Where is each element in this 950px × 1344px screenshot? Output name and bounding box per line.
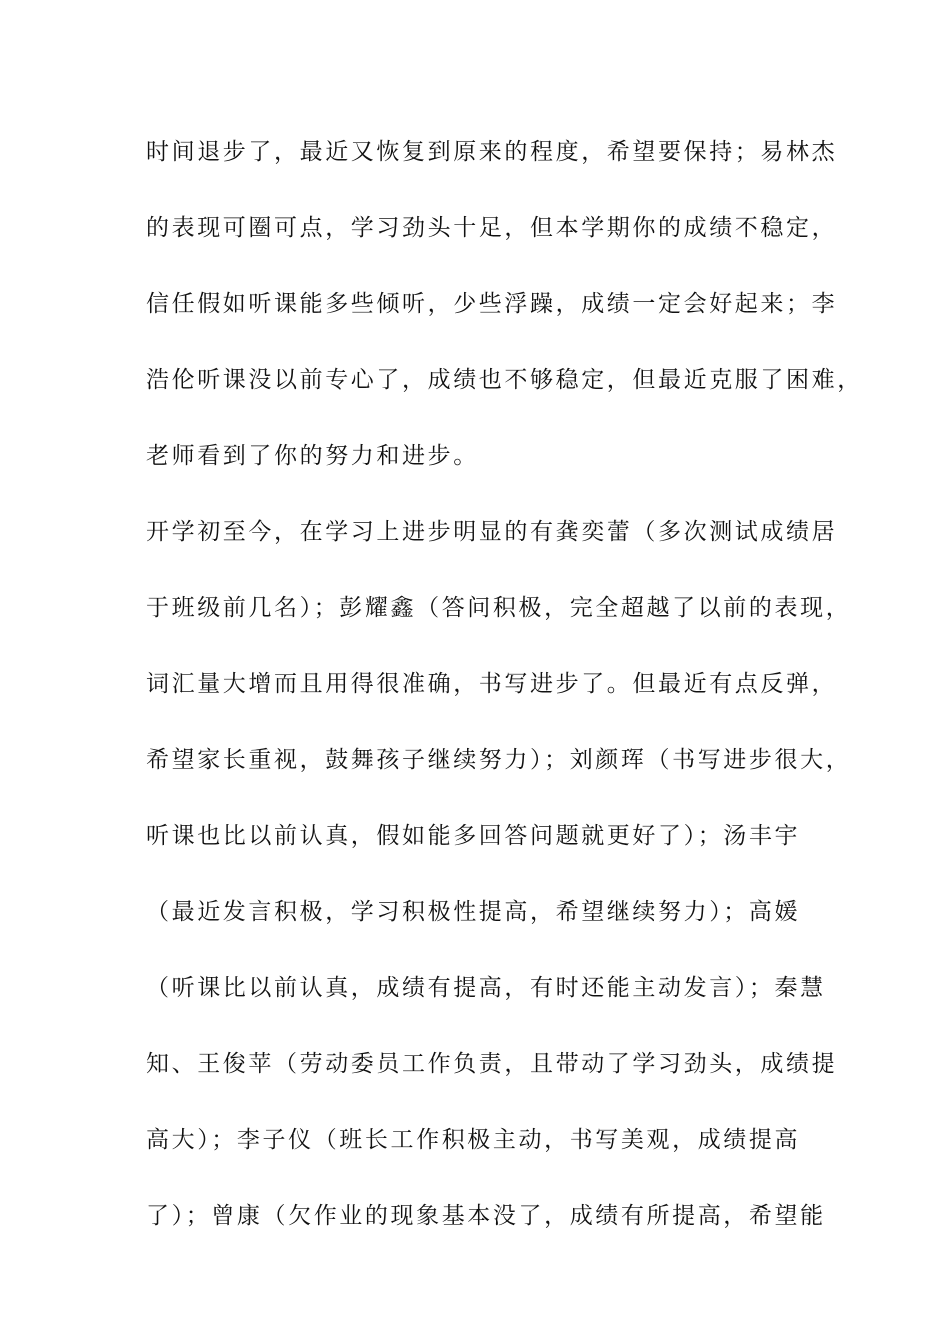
text-line: 开学初至今，在学习上进步明显的有龚奕蕾（多次测试成绩居 <box>146 519 838 545</box>
text-line: 知、王俊苹（劳动委员工作负责，且带动了学习劲头，成绩提 <box>146 1051 838 1077</box>
text-line: 词汇量大增而且用得很准确，书写进步了。但最近有点反弹， <box>146 671 838 697</box>
text-line: （听课比以前认真，成绩有提高，有时还能主动发言）；秦慧 <box>146 975 826 1001</box>
text-line: 希望家长重视，鼓舞孩子继续努力）；刘颜珲（书写进步很大， <box>146 747 852 773</box>
text-line: 于班级前几名）；彭耀鑫（答问积极，完全超越了以前的表现， <box>146 595 852 621</box>
body-text <box>146 133 863 1273</box>
text-line: 信任假如听课能多些倾听，少些浮躁，成绩一定会好起来；李 <box>146 291 838 317</box>
text-line: （最近发言积极，学习积极性提高，希望继续努力）；高媛 <box>146 899 801 925</box>
text-line: 浩伦听课没以前专心了，成绩也不够稳定，但最近克服了困难， <box>146 367 863 393</box>
text-line: 时间退步了，最近又恢复到原来的程度，希望要保持；易林杰 <box>146 139 838 165</box>
text-line: 老师看到了你的努力和进步。 <box>146 443 479 469</box>
text-line: 了）；曾康（欠作业的现象基本没了，成绩有所提高，希望能 <box>146 1203 826 1229</box>
text-line: 听课也比以前认真，假如能多回答问题就更好了）；汤丰宇 <box>146 823 801 849</box>
text-line: 的表现可圈可点，学习劲头十足，但本学期你的成绩不稳定， <box>146 215 838 241</box>
text-line: 高大）；李子仪（班长工作积极主动，书写美观，成绩提高 <box>146 1127 801 1153</box>
